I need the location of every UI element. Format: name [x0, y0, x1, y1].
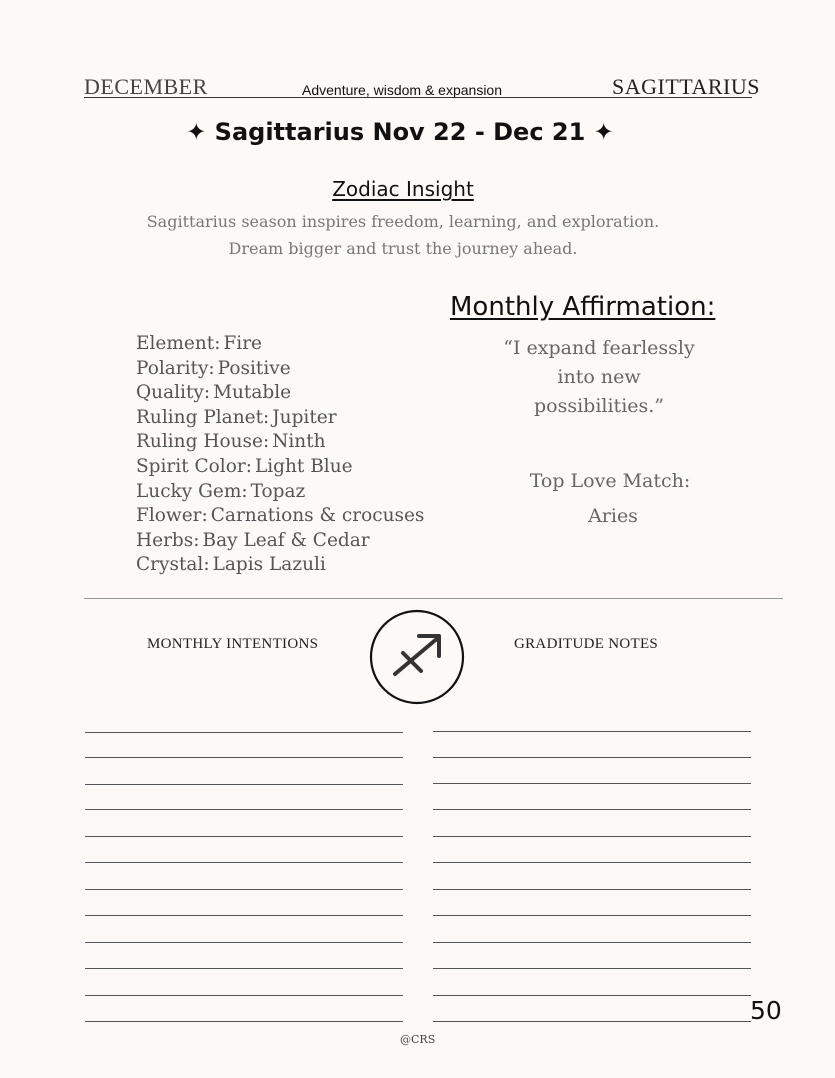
insight-heading: Zodiac Insight: [332, 177, 474, 201]
header-sign: SAGITTARIUS: [612, 74, 760, 99]
attribute-quality: [136, 381, 424, 406]
writing-line[interactable]: [85, 809, 403, 810]
writing-line[interactable]: [433, 809, 751, 810]
writing-line[interactable]: [433, 862, 751, 863]
attribute-polarity: [136, 357, 424, 382]
attribute-label: Crystal:: [136, 554, 210, 576]
affirmation-text: [460, 334, 738, 421]
attribute-flower: [136, 504, 424, 529]
section-divider: [84, 598, 783, 599]
writing-line[interactable]: [433, 757, 751, 758]
writing-line[interactable]: [433, 1021, 751, 1022]
monthly-intentions-heading: MONTHLY INTENTIONS: [147, 636, 319, 652]
attribute-label: Flower:: [136, 505, 208, 527]
page-title: ✦ Sagittarius Nov 22 - Dec 21 ✦: [186, 118, 614, 146]
attribute-label: Polarity:: [136, 357, 215, 379]
attribute-lucky-gem: [136, 480, 424, 505]
writing-line[interactable]: [433, 889, 751, 890]
writing-line[interactable]: [433, 942, 751, 943]
attribute-label: Spirit Color:: [136, 455, 252, 477]
writing-line[interactable]: [433, 915, 751, 916]
attribute-label: Ruling Planet:: [136, 406, 270, 428]
writing-line[interactable]: [433, 731, 751, 732]
affirmation-line-3: possibilities.”: [533, 395, 665, 417]
writing-line[interactable]: [85, 995, 403, 996]
attribute-value: Ninth: [272, 431, 326, 453]
writing-line[interactable]: [433, 995, 751, 996]
attribute-element: [136, 332, 424, 357]
affirmation-line-1: “I expand fearlessly: [503, 337, 695, 359]
attribute-value: Fire: [223, 333, 262, 354]
insight-line-1: Sagittarius season inspires freedom, learning, and exploration.: [146, 212, 660, 231]
attribute-label: Lucky Gem:: [136, 480, 248, 502]
attribute-value: Lapis Lazuli: [212, 554, 326, 576]
attribute-label: Herbs:: [136, 529, 200, 551]
attribute-spirit-color: [136, 455, 424, 480]
writing-line[interactable]: [433, 836, 751, 837]
love-match-value: Aries: [588, 505, 638, 527]
love-match-label: Top Love Match:: [529, 470, 691, 492]
attribute-ruling-house: [136, 430, 424, 455]
page-number: 50: [750, 996, 782, 1025]
attribute-herbs: [136, 529, 424, 554]
attribute-value: Mutable: [213, 382, 292, 404]
attribute-value: Topaz: [250, 480, 306, 502]
writing-line[interactable]: [85, 836, 403, 837]
affirmation-heading: Monthly Affirmation:: [450, 292, 716, 322]
writing-line[interactable]: [85, 889, 403, 890]
attribute-value: Light Blue: [254, 455, 353, 477]
writing-line[interactable]: [433, 783, 751, 784]
sagittarius-symbol-icon: [369, 609, 465, 705]
affirmation-line-2: into new: [557, 366, 641, 388]
attribute-value: Bay Leaf & Cedar: [202, 529, 370, 551]
writing-line[interactable]: [85, 942, 403, 943]
insight-text: [0, 208, 806, 262]
header-tagline: Adventure, wisdom & expansion: [302, 82, 502, 98]
attribute-ruling-planet: [136, 406, 424, 431]
gratitude-notes-heading: GRADITUDE NOTES: [514, 636, 659, 652]
writing-line[interactable]: [85, 915, 403, 916]
attribute-label: Element:: [136, 333, 221, 354]
attribute-list: [136, 332, 424, 578]
writing-line[interactable]: [433, 968, 751, 969]
writing-line[interactable]: [85, 732, 403, 733]
attribute-value: Positive: [217, 357, 291, 379]
writing-line[interactable]: [85, 1021, 403, 1022]
attribute-value: Jupiter: [272, 406, 337, 428]
header-divider: [84, 97, 752, 98]
attribute-value: Carnations & crocuses: [210, 505, 425, 527]
insight-line-2: Dream bigger and trust the journey ahead.: [228, 239, 578, 258]
header-month: DECEMBER: [84, 74, 208, 99]
writing-line[interactable]: [85, 757, 403, 758]
writing-line[interactable]: [85, 862, 403, 863]
credit-text: @CRS: [400, 1033, 436, 1046]
attribute-label: Quality:: [136, 382, 211, 404]
writing-line[interactable]: [85, 968, 403, 969]
writing-line[interactable]: [85, 784, 403, 785]
attribute-label: Ruling House:: [136, 431, 270, 453]
attribute-crystal: [136, 553, 424, 578]
